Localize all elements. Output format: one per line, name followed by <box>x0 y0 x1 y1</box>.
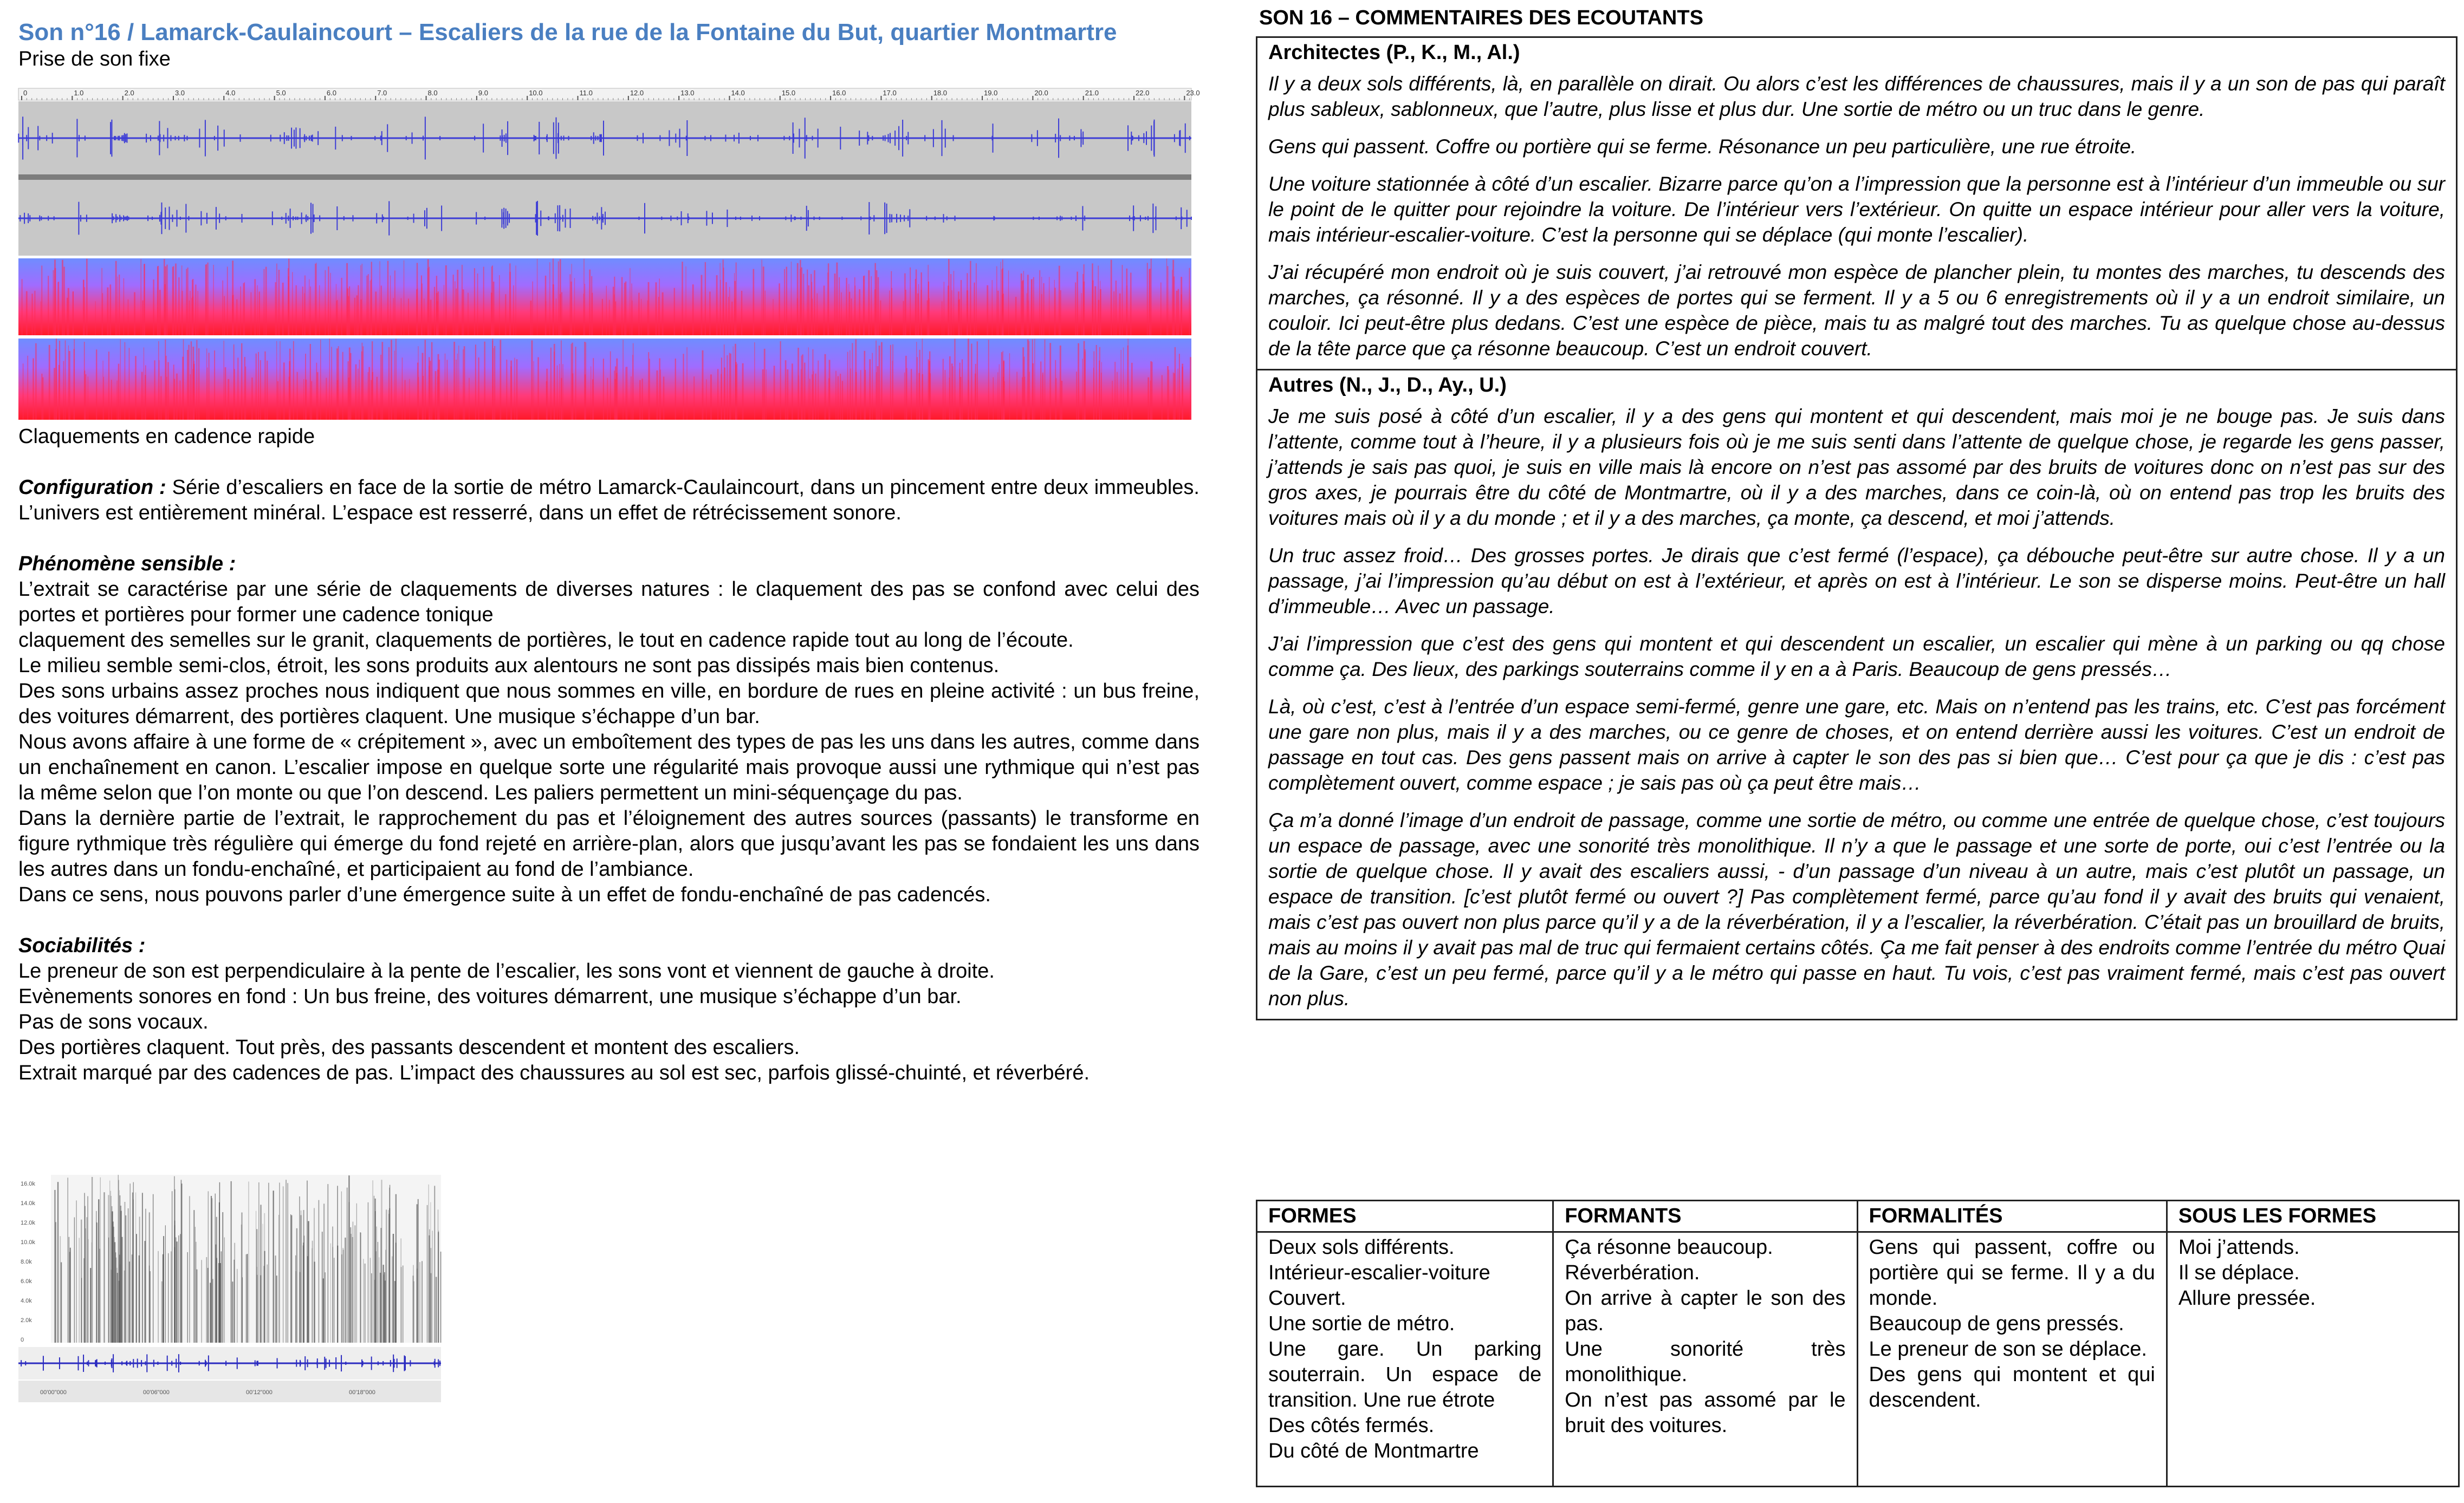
comments-section-architectes <box>1257 38 2456 369</box>
timeline-tick-label: 0 <box>23 89 28 97</box>
document-subtitle: Prise de son fixe <box>18 48 171 70</box>
phenomene-paragraph: Des sons urbains assez proches nous indiquent que nous sommes en ville, en bordure de rues en pleine activité : un bus freine, des voitures démarrent, des portières claquent. Une musique s’échappe d’un bar. <box>18 680 1199 728</box>
comment-paragraph: J’ai récupéré mon endroit où je suis couvert, j’ai retrouvé mon espèce de plancher plein, tu montes des marches, tu descends des marches, ça résonné. Il y a des espèces de portes qui se ferment. Il y a 5 ou 6 enregistrements où il y a un endroit similaire, un couloir. Ici peut-être plus dedans. C’est une espèce de pièce, mais tu as malgré tout des marches. Tu as quelque chose au-dessus de la tête parce que ça résonne beaucoup. C’est un endroit couvert. <box>1268 261 2445 360</box>
sociabilites-label: Sociabilités : <box>18 934 146 957</box>
phenomene-paragraph: L’extrait se caractérise par une série de claquements de diverses natures : le claquement des pas se confond avec celui des portes et portières pour former une cadence tonique <box>18 578 1199 626</box>
comment-paragraph: Une voiture stationnée à côté d’un escalier. Bizarre parce qu’on a l’impression que la personne est à l’intérieur d’un immeuble ou sur le point de le quitter pour rejoindre la voiture. De l’intérieur vers l’extérieur. On quitte un espace intérieur pour aller vers la voiture, mais intérieur-escalier-voiture. C’est la personne qui se déplace (qui monte l’escalier). <box>1268 173 2445 246</box>
comment-paragraph: Un truc assez froid… Des grosses portes. Je dirais que c’est fermé (l’espace), ça débouche peut-être sur autre chose. Il y a un passage, j’ai l’impression qu’au début on est à l’extérieur, et après on est à l’intérieur. Le son se disperse moins. Peut-être un hall d’immeuble… Avec un passage. <box>1268 544 2445 617</box>
timeline-tick-label: 3.0 <box>174 89 185 97</box>
waveform-caption: Claquements en cadence rapide <box>18 425 315 448</box>
thumbnail-x-tick-label: 00'12"000 <box>246 1389 273 1396</box>
thumbnail-y-tick-label: 8.0k <box>21 1259 32 1265</box>
cell-line: Deux sols différents. <box>1268 1236 1455 1259</box>
right-column <box>1256 5 2464 1462</box>
sociabilites-line: Extrait marqué par des cadences de pas. L’impact des chaussures au sol est sec, parfois glissé-chuinté, et réverbéré. <box>18 1062 1090 1084</box>
forms-table <box>1256 1200 2460 1487</box>
timeline-tick-label: 11.0 <box>579 89 593 97</box>
cell-line: Moi j’attends. <box>2178 1236 2300 1259</box>
cell-line: Beaucoup de gens pressés. <box>1869 1312 2124 1335</box>
cell-line: On n’est pas assomé par le bruit des voitures. <box>1565 1389 1846 1437</box>
thumbnail-y-tick-label: 2.0k <box>21 1317 32 1324</box>
timeline-tick-label: 21.0 <box>1085 89 1099 97</box>
cell-line: Gens qui passent, coffre ou portière qui se ferme. Il y a du monde. <box>1869 1236 2155 1310</box>
sociabilites-line: Le preneur de son est perpendiculaire à la pente de l’escalier, les sons vont et viennent de gauche à droite. <box>18 960 995 983</box>
table-row <box>1257 1232 2459 1487</box>
timeline-tick-label: 17.0 <box>883 89 897 97</box>
phenomene-paragraph: Dans la dernière partie de l’extrait, le rapprochement du pas et l’éloignement des autres sources (passants) le transforme en figure rythmique très régulière qui émerge du fond rejeté en arrière-plan, alors que jusqu’avant les pas se fondaient les uns dans les autres dans un fondu-enchaîné, et participaient au fond de l’ambiance. <box>18 807 1199 881</box>
cell-line: On arrive à capter le son des pas. <box>1565 1287 1846 1335</box>
header-formes: FORMES <box>1257 1201 1553 1232</box>
timeline-tick-label: 5.0 <box>276 89 286 97</box>
thumbnail-x-tick-label: 00'18"000 <box>349 1389 375 1396</box>
header-formants: FORMANTS <box>1553 1201 1857 1232</box>
section-title: Architectes (P., K., M., Al.) <box>1268 41 1520 64</box>
cell-line: Le preneur de son se déplace. <box>1869 1338 2147 1361</box>
comment-paragraph: Là, où c’est, c’est à l’entrée d’un espace semi-fermé, genre une gare, etc. Mais on n’entend pas les trains, etc. C’est pas forcément une gare non plus, mais il y a des marches, ou ce genre de choses, et on entend derrière aussi les voitures. C’est un endroit de passage en tout cas. Des gens passent mais on arrive à capter le son des pas si bien que… C’est pour ça que je dis : c’est pas complètement ouvert, comme espace ; je sais pas où ça peut être mais… <box>1268 695 2445 794</box>
document-title: Son n°16 / Lamarck-Caulaincourt – Escaliers de la rue de la Fontaine du But, quartier Montmartre <box>18 19 1117 45</box>
thumbnail-y-tick-label: 16.0k <box>21 1181 35 1187</box>
configuration-label: Configuration : <box>18 476 166 499</box>
cell-line: Des gens qui montent et qui descendent. <box>1869 1363 2155 1411</box>
configuration-paragraph <box>18 475 1199 526</box>
cell-formants <box>1553 1232 1857 1487</box>
cell-line: Réverbération. <box>1565 1261 1700 1284</box>
thumbnail-y-tick-label: 6.0k <box>21 1278 32 1285</box>
cell-formes <box>1257 1232 1553 1487</box>
cell-formalites <box>1857 1232 2167 1487</box>
timeline-tick-label: 8.0 <box>427 89 438 97</box>
comments-box <box>1256 36 2457 1020</box>
timeline-tick-label: 6.0 <box>326 89 336 97</box>
timeline-tick-label: 12.0 <box>630 89 644 97</box>
thumbnail-y-tick-label: 4.0k <box>21 1298 32 1304</box>
comment-paragraph: Ça m’a donné l’image d’un endroit de passage, comme une sortie de métro, ou comme une entrée de quelque chose, c’est toujours un espace de passage, avec une sonorité très monolithique. Il n’y a que le passage et une sorte de porte, oui c’est l’entrée ou la sortie de quelque chose. Il y avait des escaliers aussi, - d’un passage d’un niveau à un autre, mais c’est plutôt un passage, un espace de transition. [c’est plutôt fermé ou ouvert ?] Pas complètement fermé, parce qu’au fond il y avait des bruits qui venaient, mais c’est pas ouvert non plus parce qu’il y a de la réverbération, il y a l’escalier, la réverbération. C’était pas un brouillard de bruits, mais au moins il y avait pas mal de truc qui fermaient certains côtés. Ça me fait penser à des endroits comme l’entrée du métro Quai de la Gare, c’est un peu fermé, parce qu’il y a le métro qui passe en haut. Tu vois, c’est pas vraiment fermé, mais c’est pas ouvert non plus. <box>1268 809 2445 1010</box>
timeline-tick-label: 7.0 <box>377 89 387 97</box>
header-sous-les-formes: SOUS LES FORMES <box>2167 1201 2459 1232</box>
cell-line: Intérieur-escalier-voiture <box>1268 1261 1490 1284</box>
comment-paragraph: J’ai l’impression que c’est des gens qui montent et qui descendent un escalier, un escalier qui mène à un parking ou qq chose comme ça. Des lieux, des parkings souterrains comme il y en a à Paris. Beaucoup de gens pressés… <box>1268 633 2445 680</box>
timeline-tick-label: 14.0 <box>731 89 745 97</box>
comment-paragraph: Je me suis posé à côté d’un escalier, il y a des gens qui montent et qui descendent, mais moi je ne bouge pas. Je suis dans l’attente, comme tout à l’heure, il y a plusieurs fois où je me suis senti dans l’attente de quelque chose, je regarde les gens passer, j’attends je sais pas quoi, je suis en ville mais là encore on n’est pas assomé par des bruits de voitures donc on n’est pas sur des gros axes, je pourrais être du côté de Montmartre, où il y a des marches, dans ce coin-là, où on entend pas trop les bruits des voitures mais où il y a du monde ; et il y a des marches, ça monte, ça descend, et moi j’attends. <box>1268 405 2445 529</box>
sociabilites-line: Evènements sonores en fond : Un bus freine, des voitures démarrent, une musique s’échappe d’un bar. <box>18 985 962 1008</box>
phenomene-paragraph: Nous avons affaire à une forme de « crépitement », avec un emboîtement des types de pas les uns dans les autres, comme dans un enchaînement en canon. L’escalier impose en quelque sorte une régularité mais provoque aussi une rythmique qui n’est pas la même selon que l’on monte ou que l’on descend. Les paliers permettent un mini-séquençage du pas. <box>18 731 1199 804</box>
cell-line: Du côté de Montmartre <box>1268 1440 1479 1462</box>
cell-line: Une gare. Un parking souterrain. Un espace de transition. Une rue étrote <box>1268 1338 1542 1411</box>
timeline-tick-label: 18.0 <box>933 89 948 97</box>
cell-line: Couvert. <box>1268 1287 1346 1310</box>
timeline-tick-label: 9.0 <box>478 89 488 97</box>
comment-paragraph: Gens qui passent. Coffre ou portière qui se ferme. Résonance un peu particulière, une rue étroite. <box>1268 135 2137 158</box>
comments-heading: SON 16 – COMMENTAIRES DES ECOUTANTS <box>1259 6 1703 29</box>
phenomene-paragraph: Dans ce sens, nous pouvons parler d’une émergence suite à un effet de fondu-enchaîné de pas cadencés. <box>18 883 991 906</box>
left-column <box>18 18 1200 1396</box>
timeline-tick-label: 20.0 <box>1034 89 1048 97</box>
cell-sous-les-formes <box>2167 1232 2459 1487</box>
sociabilites-line: Pas de sons vocaux. <box>18 1011 209 1033</box>
thumbnail-x-tick-label: 00'00"000 <box>40 1389 67 1396</box>
comment-paragraph: Il y a deux sols différents, là, en parallèle on dirait. Ou alors c’est les différences de chaussures, mais il y a un son de pas qui paraît plus sableux, sablonneux, que l’autre, plus lisse et plus dur. Une sortie de métro ou un truc dans le genre. <box>1268 73 2445 120</box>
cell-line: Une sonorité très monolithique. <box>1565 1338 1846 1386</box>
cell-line: Une sortie de métro. <box>1268 1312 1455 1335</box>
thumbnail-y-tick-label: 14.0k <box>21 1200 35 1207</box>
timeline-tick-label: 19.0 <box>984 89 998 97</box>
audio-waveform-spectrogram <box>18 88 1200 424</box>
timeline-tick-label: 13.0 <box>680 89 695 97</box>
cell-line: Des côtés fermés. <box>1268 1414 1435 1437</box>
timeline-tick-label: 1.0 <box>74 89 84 97</box>
cell-line: Ça résonne beaucoup. <box>1565 1236 1773 1259</box>
thumbnail-y-tick-label: 0 <box>21 1337 24 1343</box>
phenomene-label: Phénomène sensible : <box>18 552 236 575</box>
cell-line: Il se déplace. <box>2178 1261 2300 1284</box>
phenomene-paragraph: claquement des semelles sur le granit, claquements de portières, le tout en cadence rapide tout au long de l’écoute. <box>18 629 1074 652</box>
thumbnail-x-tick-label: 00'06"000 <box>143 1389 170 1396</box>
timeline-tick-label: 4.0 <box>225 89 236 97</box>
timeline-tick-label: 16.0 <box>832 89 846 97</box>
thumbnail-y-tick-label: 10.0k <box>21 1239 35 1246</box>
timeline-tick-label: 10.0 <box>529 89 543 97</box>
timeline-tick-label: 22.0 <box>1136 89 1150 97</box>
table-header-row <box>1257 1201 2459 1232</box>
thumbnail-y-tick-label: 12.0k <box>21 1220 35 1226</box>
spectrogram-thumbnail <box>18 1175 441 1402</box>
cell-line: Allure pressée. <box>2178 1287 2316 1310</box>
timeline-tick-label: 2.0 <box>124 89 134 97</box>
timeline-tick-label: 15.0 <box>781 89 796 97</box>
configuration-text: Série d’escaliers en face de la sortie de métro Lamarck-Caulaincourt, dans un pincement entre deux immeubles. L’univers est entièrement minéral. L’espace est resserré, dans un effet de rétrécissement sonore. <box>18 476 1199 524</box>
phenomene-paragraph: Le milieu semble semi-clos, étroit, les sons produits aux alentours ne sont pas dissipés mais bien contenus. <box>18 654 1000 677</box>
comments-section-autres <box>1257 369 2456 1019</box>
section-title: Autres (N., J., D., Ay., U.) <box>1268 374 1507 396</box>
timeline-tick-label: 23.0 <box>1186 89 1200 97</box>
sociabilites-line: Des portières claquent. Tout près, des passants descendent et montent des escaliers. <box>18 1036 800 1059</box>
header-formalites: FORMALITÉS <box>1857 1201 2167 1232</box>
